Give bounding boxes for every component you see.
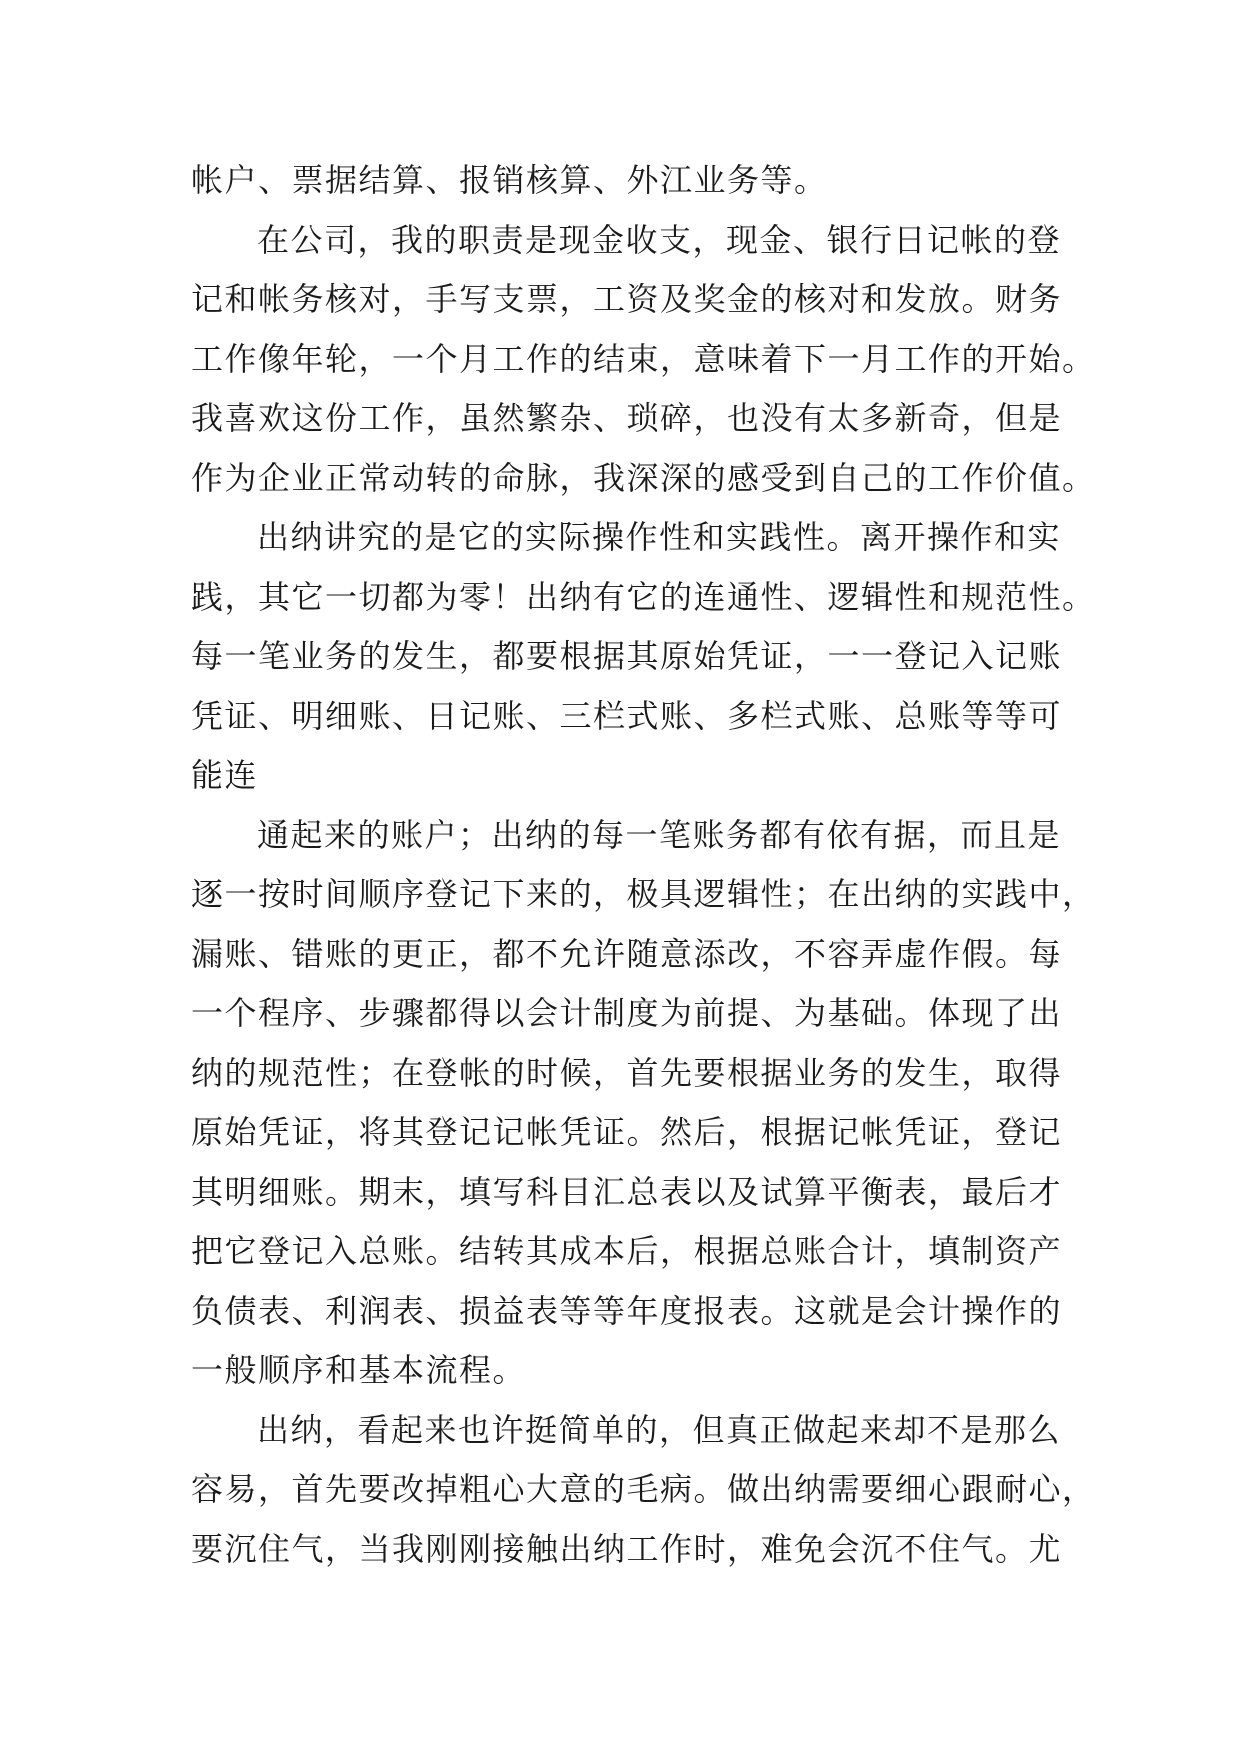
text-line: 其明细账。期末，填写科目汇总表以及试算平衡表，最后才 [191, 1172, 1063, 1211]
paragraph-first-line: 在公司，我的职责是现金收支，现金、银行日记帐的登 [257, 220, 1062, 259]
text-line: 工作像年轮，一个月工作的结束，意味着下一月工作的开始。 [191, 339, 1096, 378]
text-line: 践，其它一切都为零！出纳有它的连通性、逻辑性和规范性。 [191, 577, 1096, 616]
text-line: 容易，首先要改掉粗心大意的毛病。做出纳需要细心跟耐心， [191, 1470, 1096, 1508]
text-line: 负债表、利润表、损益表等等年度报表。这就是会计操作的 [191, 1291, 1063, 1330]
text-line: 一个程序、步骤都得以会计制度为前提、为基础。体现了出 [191, 994, 1063, 1032]
paragraph-first-line: 出纳讲究的是它的实际操作性和实践性。离开操作和实 [257, 518, 1062, 556]
text-line: 要沉住气，当我刚刚接触出纳工作时，难免会沉不住气。尤 [191, 1529, 1063, 1568]
paragraph-first-line: 出纳，看起来也许挺简单的，但真正做起来却不是那么 [257, 1410, 1062, 1449]
text-line: 每一笔业务的发生，都要根据其原始凭证，一一登记入记账 [191, 637, 1063, 675]
text-line: 凭证、明细账、日记账、三栏式账、多栏式账、总账等等可 [191, 696, 1063, 735]
text-line: 能连 [191, 756, 259, 794]
text-line: 记和帐务核对，手写支票，工资及奖金的核对和发放。财务 [191, 280, 1063, 318]
text-line: 作为企业正常动转的命脉，我深深的感受到自己的工作价值。 [191, 458, 1096, 497]
text-line: 纳的规范性；在登帐的时候，首先要根据业务的发生，取得 [191, 1053, 1063, 1092]
text-line: 漏账、错账的更正，都不允许随意添改，不容弄虚作假。每 [191, 934, 1063, 973]
paragraph-first-line: 通起来的账户；出纳的每一笔账务都有依有据，而且是 [257, 815, 1062, 854]
text-line: 逐一按时间顺序登记下来的，极具逻辑性；在出纳的实践中， [191, 875, 1096, 913]
document-body [191, 151, 1096, 1579]
text-line: 帐户、票据结算、报销核算、外江业务等。 [191, 161, 828, 199]
text-line: 一般顺序和基本流程。 [191, 1351, 527, 1389]
text-line: 把它登记入总账。结转其成本后，根据总账合计，填制资产 [191, 1232, 1063, 1270]
text-line: 原始凭证，将其登记记帐凭证。然后，根据记帐凭证，登记 [191, 1113, 1063, 1151]
text-line: 我喜欢这份工作，虽然繁杂、琐碎，也没有太多新奇，但是 [191, 399, 1063, 437]
